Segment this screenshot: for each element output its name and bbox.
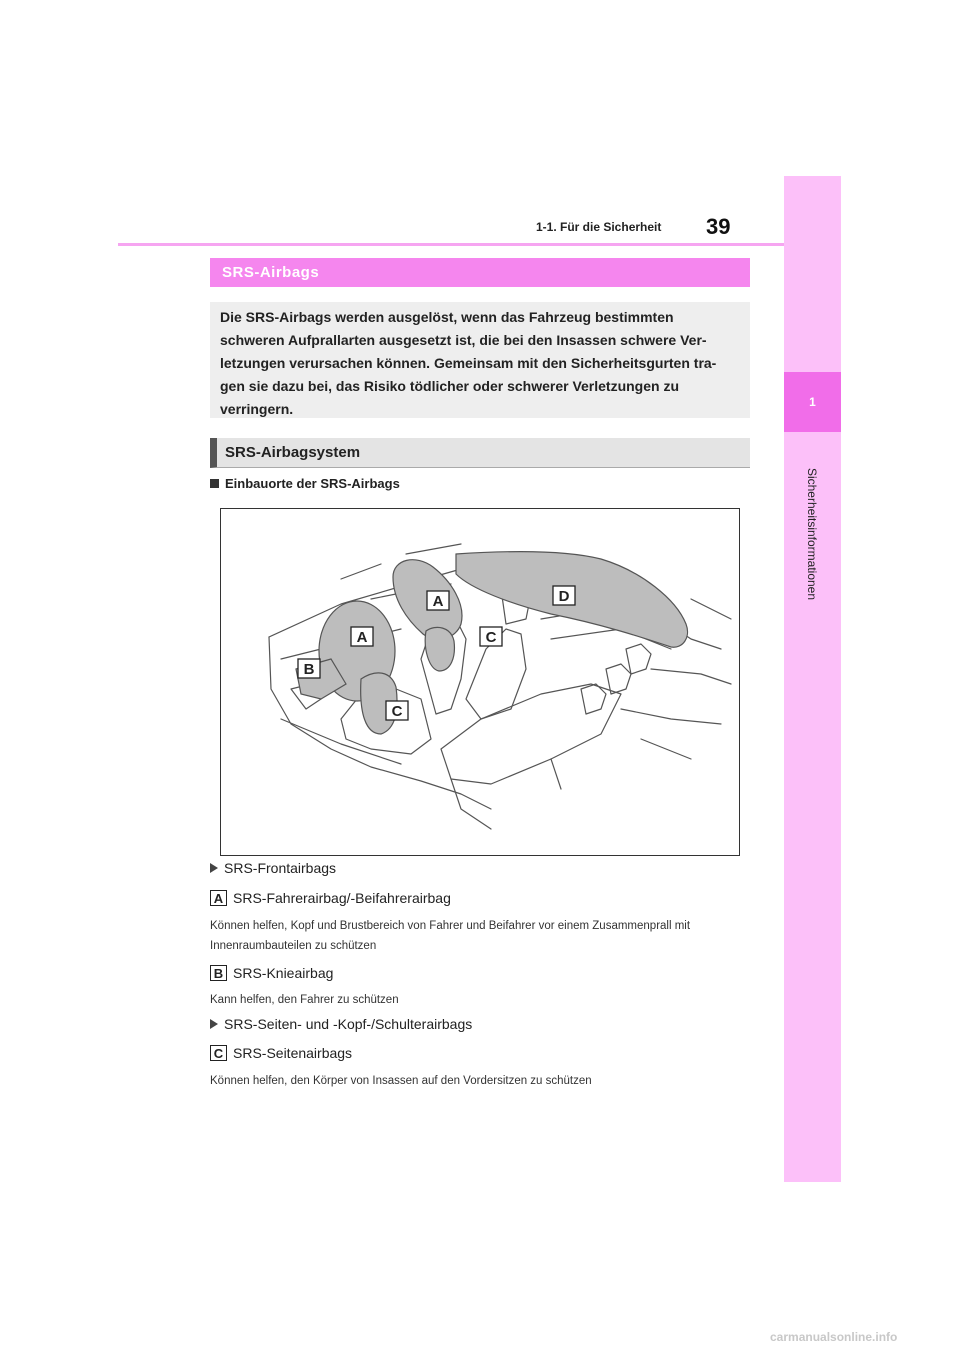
bullet-heading-text: Einbauorte der SRS-Airbags (225, 476, 400, 491)
item-c-label: SRS-Seitenairbags (233, 1045, 353, 1061)
label-a-lower: A (356, 629, 368, 646)
chapter-title-vertical (784, 444, 841, 624)
label-d: D (558, 588, 570, 605)
chapter-side-tab (784, 176, 841, 1182)
frontal-airbags-group (210, 860, 336, 876)
item-a-description (210, 916, 750, 956)
chapter-number-box (784, 372, 841, 432)
item-c-description: Können helfen, den Körper von Insassen auf den Vordersitzen zu schützen (210, 1075, 592, 1087)
car-interior-illustration (221, 509, 739, 855)
frontal-airbags-label: SRS-Frontairbags (224, 860, 337, 876)
label-c-lower: C (391, 703, 403, 720)
intro-box (210, 302, 750, 418)
square-bullet-icon (210, 479, 219, 488)
label-b: B (303, 661, 315, 678)
page-number: 39 (706, 214, 731, 239)
bullet-heading (210, 476, 400, 491)
subsection-title-text: SRS-Airbagsystem (225, 444, 361, 461)
item-a-label: SRS-Fahrerairbag/-Beifahrerairbag (233, 890, 451, 906)
item-a-desc-line1: Können helfen, Kopf und Brustbereich von Fahrer und Beifahrer vor einem Zusammenprall mit (210, 920, 691, 932)
intro-text: Die SRS-Airbags werden ausgelöst, wenn das Fahrzeug bestimmten schweren Aufprallarten ausgesetzt ist, die bei den Insassen schwere Ver- letzungen verursachen können. Gemeinsam mit den Sicherheitsgurten tra- gen sie dazu bei, das Risiko tödlicher oder schwerer Verletzungen zu verringern. (220, 309, 717, 417)
label-c-upper: C (485, 629, 497, 646)
letter-a-box: A (210, 890, 227, 906)
item-a-desc-line2: Innenraumbauteilen zu schützen (210, 940, 377, 952)
side-airbags-group (210, 1016, 472, 1032)
chapter-title: Sicherheitsinformationen (805, 467, 820, 601)
chapter-number: 1 (809, 395, 816, 409)
section-title (210, 258, 750, 287)
watermark: carmanualsonline.info (770, 1330, 898, 1344)
item-b-description: Kann helfen, den Fahrer zu schützen (210, 994, 399, 1006)
airbag-location-figure (220, 508, 740, 856)
triangle-bullet-icon (210, 863, 218, 873)
section-path: 1-1. Für die Sicherheit (536, 220, 662, 234)
item-c (210, 1045, 352, 1061)
item-a (210, 890, 451, 906)
subsection-title (210, 438, 750, 468)
side-airbags-label: SRS-Seiten- und -Kopf-/Schulterairbags (224, 1016, 473, 1032)
label-a-upper: A (432, 593, 444, 610)
item-b-label: SRS-Knieairbag (233, 965, 334, 981)
header-rule (118, 243, 784, 246)
triangle-bullet-icon (210, 1019, 218, 1029)
letter-b-box: B (210, 965, 227, 981)
section-title-text: SRS-Airbags (222, 264, 320, 281)
item-b (210, 965, 333, 981)
letter-c-box: C (210, 1045, 227, 1061)
